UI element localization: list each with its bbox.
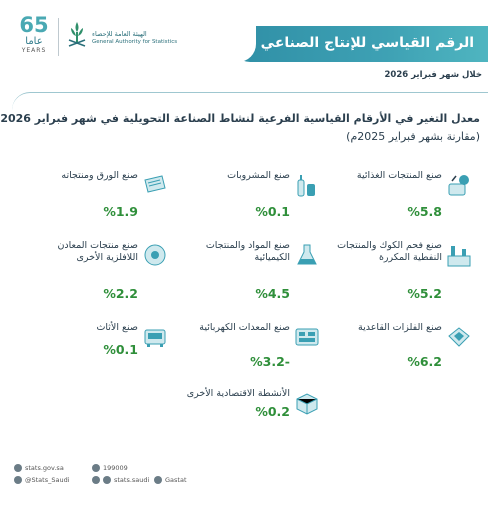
indicator-card <box>332 322 472 384</box>
indicator-label: صنع المعدات الكهربائية <box>199 322 290 333</box>
indicator-value: %2.2 <box>103 286 138 301</box>
indicator-value: -%3.2 <box>250 354 290 369</box>
period-label: خلال شهر فبراير 2026 <box>384 70 482 80</box>
indicator-value: %5.8 <box>407 204 442 219</box>
anniversary-english: YEARS <box>21 47 47 54</box>
indicator-value: %5.2 <box>407 286 442 301</box>
anniversary-number: 65 <box>19 13 49 37</box>
indicator-label: الأنشطة الاقتصادية الأخرى <box>186 388 290 399</box>
paper-icon <box>142 172 168 198</box>
indicator-label: صنع المشروبات <box>227 170 290 181</box>
indicator-label: صنع الورق ومنتجاته <box>61 170 138 181</box>
facebook-icon <box>92 476 100 484</box>
section-heading: معدل التغير في الأرقام القياسية الفرعية لنشاط الصناعة التحويلية في شهر فبراير 2026 <box>0 112 480 125</box>
gastat-logo <box>66 18 196 58</box>
indicator-card <box>180 240 320 302</box>
non-metallic-minerals-icon <box>142 242 168 268</box>
title-banner <box>232 26 488 62</box>
indicator-label: صنع منتجات المعادن اللافلزية الأخرى <box>57 240 138 263</box>
indicator-value: %1.9 <box>103 204 138 219</box>
org-name-english: General Authority for Statistics <box>92 39 178 45</box>
phone-contact[interactable] <box>92 464 128 472</box>
indicator-value: %0.1 <box>103 342 138 357</box>
beverages-icon <box>294 172 320 198</box>
footer-contacts <box>14 464 214 500</box>
indicator-label: صنع الفلزات القاعدية <box>358 322 442 333</box>
basic-metals-icon <box>446 324 472 350</box>
globe-icon <box>14 464 22 472</box>
indicator-card <box>150 388 320 450</box>
instagram-icon <box>103 476 111 484</box>
indicator-card <box>332 240 472 302</box>
chemicals-flask-icon <box>294 242 320 268</box>
org-name-arabic: الهيئة العامة للإحصاء <box>92 30 147 38</box>
oil-refinery-icon <box>446 242 472 268</box>
indicator-value: %0.1 <box>255 204 290 219</box>
furniture-icon <box>142 324 168 350</box>
website-link[interactable] <box>14 464 64 472</box>
indicator-card <box>180 170 320 232</box>
twitter-icon <box>14 476 22 484</box>
phone-icon <box>92 464 100 472</box>
indicator-label: صنع المنتجات الغذائية <box>356 170 442 181</box>
food-products-icon <box>446 172 472 198</box>
website-text: stats.gov.sa <box>25 464 64 472</box>
indicator-card <box>28 170 168 232</box>
page-title: الرقم القياسي للإنتاج الصناعي <box>260 35 474 51</box>
anniversary-arabic: عاما <box>25 36 43 47</box>
snapchat-icon <box>154 476 162 484</box>
anniversary-logo <box>16 14 52 60</box>
electrical-equipment-icon <box>294 324 320 350</box>
indicator-card <box>332 170 472 232</box>
social-link[interactable] <box>92 476 149 484</box>
section-subheading: (مقارنة بشهر فبراير 2025م) <box>346 130 480 143</box>
indicator-card <box>180 322 320 384</box>
social-text: stats.saudi <box>114 476 150 484</box>
gastat-handle-link[interactable] <box>154 476 187 484</box>
other-activities-box-icon <box>294 390 320 416</box>
twitter-link[interactable] <box>14 476 70 484</box>
indicator-label: صنع فحم الكوك والمنتجات النفطية المكررة <box>337 240 442 263</box>
indicator-value: %6.2 <box>407 354 442 369</box>
twitter-text: @Stats_Saudi <box>25 476 70 484</box>
indicator-card <box>28 322 168 384</box>
logo-divider <box>58 18 59 56</box>
gastat-emblem-icon <box>66 20 88 50</box>
handle-text: Gastat <box>165 476 187 484</box>
phone-text: 199009 <box>103 464 128 472</box>
indicator-label: صنع المواد والمنتجات الكيميائية <box>205 240 290 263</box>
indicator-label: صنع الأثاث <box>96 322 138 333</box>
indicator-value: %4.5 <box>255 286 290 301</box>
indicator-value: %0.2 <box>255 404 290 419</box>
indicator-card <box>28 240 168 302</box>
